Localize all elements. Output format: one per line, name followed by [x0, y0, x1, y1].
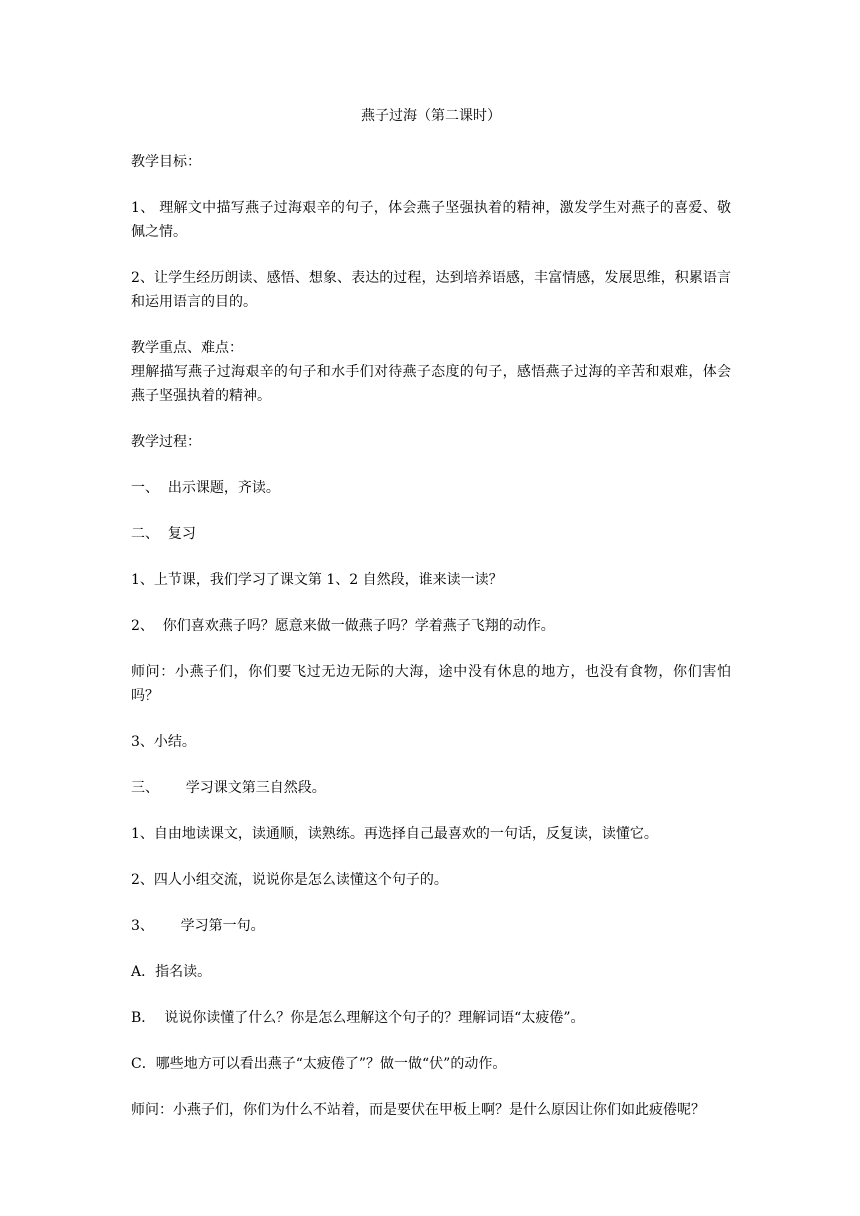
study-item-3: 3、 学习第一句。	[131, 918, 265, 934]
section-heading-process: 教学过程：	[131, 434, 201, 450]
review-item-1: 1、上节课，我们学习了课文第 1、2 自然段，谁来读一读？	[131, 572, 503, 588]
sub-item-b: B． 说说你读懂了什么？你是怎么理解这个句子的？理解词语“太疲倦”。	[131, 1010, 585, 1026]
study-item-2: 2、四人小组交流，说说你是怎么读懂这个句子的。	[131, 872, 448, 888]
study-item-1: 1、自由地读课文，读通顺，读熟练。再选择自己最喜欢的一句话，反复读，读懂它。	[131, 826, 658, 842]
objective-2: 2、让学生经历朗读、感悟、想象、表达的过程，达到培养语感，丰富情感，发展思维，积累语言和运用语言的目的。	[131, 270, 731, 310]
section-heading-objectives: 教学目标：	[131, 154, 201, 170]
sub-item-a: A．指名读。	[131, 964, 212, 980]
document-title: 燕子过海（第二课时）	[361, 108, 501, 124]
step-two: 二、 复习	[131, 526, 196, 542]
sub-item-c: C．哪些地方可以看出燕子“太疲倦了”？做一做“伏”的动作。	[131, 1056, 507, 1072]
step-one: 一、 出示课题，齐读。	[131, 480, 280, 496]
teacher-question-2: 师问：小燕子们，你们为什么不站着，而是要伏在甲板上啊？是什么原因让你们如此疲倦呢？	[131, 1102, 705, 1118]
section-heading-key-points: 教学重点、难点：	[131, 340, 243, 356]
review-item-3: 3、小结。	[131, 734, 196, 750]
document-body	[131, 104, 731, 1122]
review-item-2: 2、 你们喜欢燕子吗？愿意来做一做燕子吗？学着燕子飞翔的动作。	[131, 618, 555, 634]
teacher-question-1: 师问：小燕子们，你们要飞过无边无际的大海，途中没有休息的地方，也没有食物，你们害怕吗？	[131, 664, 731, 704]
key-points-text: 理解描写燕子过海艰辛的句子和水手们对待燕子态度的句子，感悟燕子过海的辛苦和艰难，体会燕子坚强执着的精神。	[131, 364, 731, 404]
objective-1: 1、 理解文中描写燕子过海艰辛的句子，体会燕子坚强执着的精神，激发学生对燕子的喜爱、敬佩之情。	[131, 200, 731, 240]
step-three: 三、 学习课文第三自然段。	[131, 780, 326, 796]
